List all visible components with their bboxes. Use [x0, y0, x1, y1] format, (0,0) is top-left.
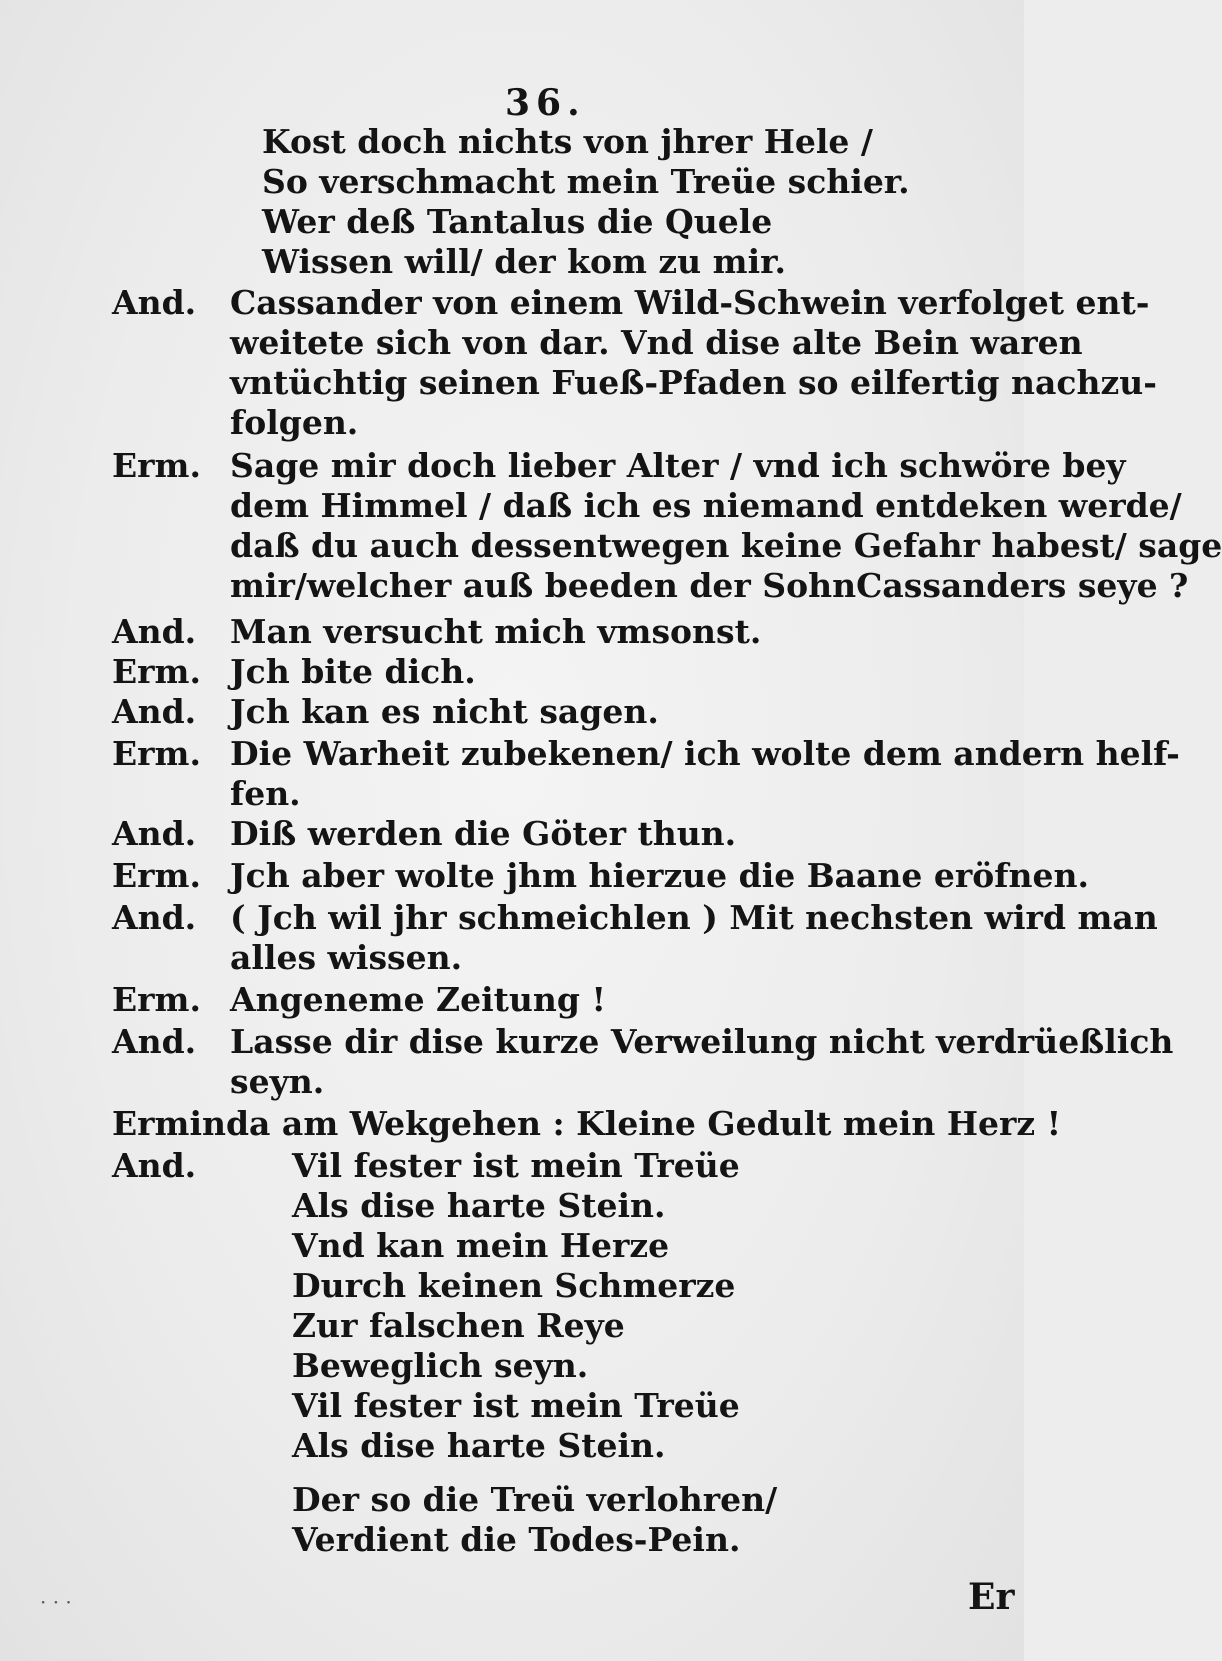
dialogue-line: folgen. — [230, 403, 359, 442]
speaker-label: And. — [112, 692, 197, 731]
speaker-label: And. — [112, 1022, 197, 1061]
dialogue-line: ( Jch wil jhr schmeichlen ) Mit nechsten wird man — [230, 898, 1158, 937]
verse-line: Verdient die Todes-Pein. — [292, 1520, 741, 1559]
verse-line: Kost doch nichts von jhrer Hele / — [262, 122, 873, 161]
verse-line: Durch keinen Schmerze — [292, 1266, 736, 1305]
speaker-label: And. — [112, 283, 197, 322]
verse-line: Zur falschen Reye — [292, 1306, 625, 1345]
catchword: Er — [968, 1576, 1015, 1618]
dialogue-line: seyn. — [230, 1062, 325, 1101]
verse-line: Vil fester ist mein Treüe — [292, 1386, 740, 1425]
verse-line: So verschmacht mein Treüe schier. — [262, 162, 910, 201]
dialogue-line: Cassander von einem Wild-Schwein verfolget ent- — [230, 283, 1150, 322]
verse-line: Vnd kan mein Herze — [292, 1226, 670, 1265]
dialogue-line: dem Himmel / daß ich es niemand entdeken werde/ — [230, 486, 1182, 525]
speaker-label: And. — [112, 814, 197, 853]
speaker-label: Erm. — [112, 980, 201, 1019]
stage-direction: Erminda am Wekgehen : Kleine Gedult mein Herz ! — [112, 1104, 1062, 1143]
dialogue-line: mir/welcher auß beeden der SohnCassanders seye ? — [230, 566, 1189, 605]
dialogue-line: Sage mir doch lieber Alter / vnd ich schwöre bey — [230, 446, 1126, 485]
ink-specks: · · · — [40, 1590, 72, 1614]
speaker-label: And. — [112, 612, 197, 651]
dialogue-line: Jch kan es nicht sagen. — [230, 692, 659, 731]
dialogue-line: Jch bite dich. — [230, 652, 476, 691]
speaker-label: And. — [112, 898, 197, 937]
dialogue-line: daß du auch dessentwegen keine Gefahr habest/ sage — [230, 526, 1222, 565]
speaker-label: Erm. — [112, 856, 201, 895]
verse-line: Wissen will/ der kom zu mir. — [262, 242, 786, 281]
dialogue-line: Die Warheit zubekenen/ ich wolte dem andern helf- — [230, 734, 1180, 773]
speaker-label: Erm. — [112, 734, 201, 773]
dialogue-line: weitete sich von dar. Vnd dise alte Bein waren — [230, 323, 1083, 362]
verse-line: Vil fester ist mein Treüe — [292, 1146, 740, 1185]
speaker-label: Erm. — [112, 446, 201, 485]
dialogue-line: Lasse dir dise kurze Verweilung nicht verdrüeßlich — [230, 1022, 1174, 1061]
verse-line: Der so die Treü verlohren/ — [292, 1480, 778, 1519]
verse-line: Als dise harte Stein. — [292, 1186, 666, 1225]
dialogue-line: fen. — [230, 774, 301, 813]
dialogue-line: vntüchtig seinen Fueß-Pfaden so eilfertig nachzu- — [230, 363, 1157, 402]
dialogue-line: Jch aber wolte jhm hierzue die Baane eröfnen. — [230, 856, 1089, 895]
speaker-label: Erm. — [112, 652, 201, 691]
verse-line: Wer deß Tantalus die Quele — [262, 202, 773, 241]
dialogue-line: Diß werden die Göter thun. — [230, 814, 737, 853]
page-number: 36. — [505, 82, 586, 124]
verse-line: Beweglich seyn. — [292, 1346, 589, 1385]
dialogue-line: Angeneme Zeitung ! — [230, 980, 606, 1019]
dialogue-line: Man versucht mich vmsonst. — [230, 612, 762, 651]
dialogue-line: alles wissen. — [230, 938, 463, 977]
speaker-label: And. — [112, 1146, 197, 1185]
verse-line: Als dise harte Stein. — [292, 1426, 666, 1465]
